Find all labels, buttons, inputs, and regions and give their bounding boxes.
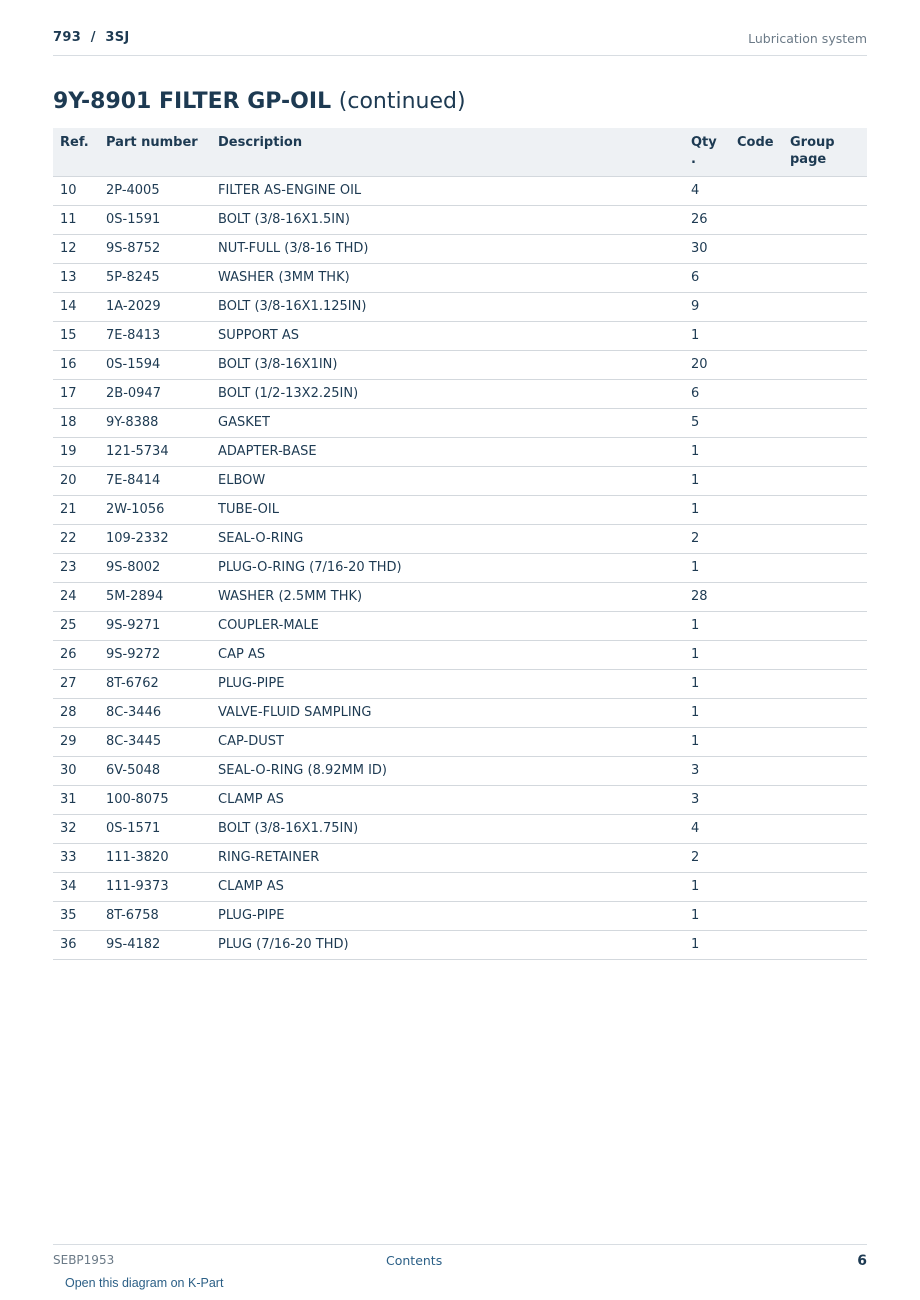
cell-group-page [790, 525, 867, 554]
cell-code [737, 322, 790, 351]
table-row [53, 757, 867, 786]
cell-part-number: 5P-8245 [106, 264, 218, 293]
cell-part-number: 7E-8414 [106, 467, 218, 496]
cell-code [737, 786, 790, 815]
cell-qty: 20 [691, 351, 737, 380]
cell-ref: 29 [53, 728, 106, 757]
contents-link[interactable]: Contents [386, 1253, 443, 1268]
cell-part-number: 1A-2029 [106, 293, 218, 322]
table-row [53, 177, 867, 206]
cell-group-page [790, 467, 867, 496]
cell-ref: 11 [53, 206, 106, 235]
cell-code [737, 728, 790, 757]
cell-qty: 1 [691, 902, 737, 931]
cell-ref: 32 [53, 815, 106, 844]
table-row [53, 525, 867, 554]
table-row [53, 815, 867, 844]
column-header-qty [691, 128, 737, 177]
cell-description: NUT-FULL (3/8-16 THD) [218, 235, 691, 264]
cell-description: PLUG-PIPE [218, 670, 691, 699]
cell-qty: 3 [691, 786, 737, 815]
cell-qty: 30 [691, 235, 737, 264]
cell-qty: 9 [691, 293, 737, 322]
cell-ref: 13 [53, 264, 106, 293]
cell-code [737, 177, 790, 206]
cell-ref: 36 [53, 931, 106, 960]
cell-description: BOLT (3/8-16X1IN) [218, 351, 691, 380]
cell-ref: 22 [53, 525, 106, 554]
cell-code [737, 496, 790, 525]
cell-qty: 1 [691, 554, 737, 583]
cell-ref: 26 [53, 641, 106, 670]
page-footer [53, 1244, 867, 1274]
cell-description: CAP-DUST [218, 728, 691, 757]
cell-group-page [790, 612, 867, 641]
table-row [53, 380, 867, 409]
cell-part-number: 8C-3446 [106, 699, 218, 728]
cell-ref: 17 [53, 380, 106, 409]
cell-description: GASKET [218, 409, 691, 438]
cell-part-number: 6V-5048 [106, 757, 218, 786]
cell-code [737, 409, 790, 438]
table-row [53, 612, 867, 641]
column-header-group-line2: page [790, 152, 827, 167]
cell-ref: 30 [53, 757, 106, 786]
cell-group-page [790, 699, 867, 728]
cell-ref: 23 [53, 554, 106, 583]
cell-group-page [790, 641, 867, 670]
cell-qty: 1 [691, 496, 737, 525]
cell-description: WASHER (3MM THK) [218, 264, 691, 293]
cell-group-page [790, 235, 867, 264]
cell-qty: 6 [691, 264, 737, 293]
cell-group-page [790, 554, 867, 583]
cell-part-number: 9S-9271 [106, 612, 218, 641]
cell-qty: 1 [691, 931, 737, 960]
cell-description: PLUG (7/16-20 THD) [218, 931, 691, 960]
table-row [53, 467, 867, 496]
cell-code [737, 873, 790, 902]
cell-group-page [790, 409, 867, 438]
cell-qty: 26 [691, 206, 737, 235]
cell-code [737, 264, 790, 293]
cell-description: CAP AS [218, 641, 691, 670]
table-row [53, 322, 867, 351]
cell-description: SEAL-O-RING [218, 525, 691, 554]
cell-ref: 16 [53, 351, 106, 380]
table-row [53, 264, 867, 293]
cell-part-number: 111-9373 [106, 873, 218, 902]
cell-code [737, 525, 790, 554]
cell-qty: 5 [691, 409, 737, 438]
cell-description: FILTER AS-ENGINE OIL [218, 177, 691, 206]
cell-part-number: 5M-2894 [106, 583, 218, 612]
cell-qty: 1 [691, 467, 737, 496]
cell-group-page [790, 873, 867, 902]
cell-ref: 12 [53, 235, 106, 264]
page-number: 6 [857, 1253, 867, 1269]
page-header [53, 28, 867, 56]
column-header-part-number: Part number [106, 128, 218, 177]
table-row [53, 206, 867, 235]
cell-description: BOLT (3/8-16X1.75IN) [218, 815, 691, 844]
table-row [53, 409, 867, 438]
table-row [53, 699, 867, 728]
table-row [53, 786, 867, 815]
cell-part-number: 9S-8002 [106, 554, 218, 583]
cell-qty: 4 [691, 815, 737, 844]
cell-group-page [790, 844, 867, 873]
page-title [53, 89, 466, 114]
cell-qty: 6 [691, 380, 737, 409]
cell-part-number: 111-3820 [106, 844, 218, 873]
cell-ref: 21 [53, 496, 106, 525]
cell-code [737, 815, 790, 844]
cell-group-page [790, 583, 867, 612]
cell-qty: 1 [691, 612, 737, 641]
cell-qty: 1 [691, 873, 737, 902]
cell-description: CLAMP AS [218, 786, 691, 815]
cell-ref: 15 [53, 322, 106, 351]
cell-group-page [790, 815, 867, 844]
cell-group-page [790, 757, 867, 786]
cell-description: BOLT (3/8-16X1.125IN) [218, 293, 691, 322]
table-header-row [53, 128, 867, 177]
cell-part-number: 9Y-8388 [106, 409, 218, 438]
column-header-group-line1: Group [790, 135, 835, 150]
cell-part-number: 9S-4182 [106, 931, 218, 960]
cell-description: WASHER (2.5MM THK) [218, 583, 691, 612]
cell-ref: 10 [53, 177, 106, 206]
cell-group-page [790, 728, 867, 757]
cell-part-number: 7E-8413 [106, 322, 218, 351]
cell-code [737, 293, 790, 322]
table-row [53, 931, 867, 960]
cell-part-number: 0S-1594 [106, 351, 218, 380]
parts-table [53, 128, 867, 960]
cell-ref: 33 [53, 844, 106, 873]
cell-ref: 34 [53, 873, 106, 902]
cell-part-number: 121-5734 [106, 438, 218, 467]
cell-part-number: 8C-3445 [106, 728, 218, 757]
cell-description: SEAL-O-RING (8.92MM ID) [218, 757, 691, 786]
cell-description: SUPPORT AS [218, 322, 691, 351]
cell-description: CLAMP AS [218, 873, 691, 902]
cell-qty: 2 [691, 844, 737, 873]
column-header-group-page [790, 128, 867, 177]
cell-qty: 1 [691, 438, 737, 467]
cell-ref: 31 [53, 786, 106, 815]
cell-description: BOLT (3/8-16X1.5IN) [218, 206, 691, 235]
open-diagram-link[interactable]: Open this diagram on K-Part [65, 1276, 224, 1290]
document-number: SEBP1953 [53, 1253, 115, 1267]
cell-part-number: 8T-6758 [106, 902, 218, 931]
table-row [53, 844, 867, 873]
cell-code [737, 554, 790, 583]
table-row [53, 438, 867, 467]
model-label: 793 / 3SJ [53, 30, 130, 45]
cell-part-number: 0S-1571 [106, 815, 218, 844]
cell-part-number: 109-2332 [106, 525, 218, 554]
cell-description: ADAPTER-BASE [218, 438, 691, 467]
cell-group-page [790, 264, 867, 293]
cell-code [737, 438, 790, 467]
cell-code [737, 902, 790, 931]
table-row [53, 902, 867, 931]
cell-qty: 1 [691, 728, 737, 757]
cell-ref: 25 [53, 612, 106, 641]
cell-group-page [790, 438, 867, 467]
cell-qty: 1 [691, 641, 737, 670]
cell-group-page [790, 351, 867, 380]
cell-part-number: 2B-0947 [106, 380, 218, 409]
cell-code [737, 670, 790, 699]
column-header-qty-line1: Qty [691, 135, 717, 150]
cell-code [737, 931, 790, 960]
cell-group-page [790, 902, 867, 931]
parts-table-body [53, 177, 867, 960]
cell-description: RING-RETAINER [218, 844, 691, 873]
assembly-title: 9Y-8901 FILTER GP-OIL [53, 89, 332, 114]
table-row [53, 293, 867, 322]
cell-code [737, 583, 790, 612]
cell-description: VALVE-FLUID SAMPLING [218, 699, 691, 728]
cell-description: PLUG-O-RING (7/16-20 THD) [218, 554, 691, 583]
cell-description: TUBE-OIL [218, 496, 691, 525]
cell-qty: 1 [691, 322, 737, 351]
cell-description: PLUG-PIPE [218, 902, 691, 931]
table-row [53, 583, 867, 612]
cell-description: ELBOW [218, 467, 691, 496]
table-row [53, 873, 867, 902]
cell-group-page [790, 293, 867, 322]
column-header-ref: Ref. [53, 128, 106, 177]
cell-part-number: 9S-9272 [106, 641, 218, 670]
table-row [53, 728, 867, 757]
cell-code [737, 757, 790, 786]
table-row [53, 641, 867, 670]
cell-ref: 35 [53, 902, 106, 931]
cell-ref: 19 [53, 438, 106, 467]
cell-group-page [790, 496, 867, 525]
table-row [53, 496, 867, 525]
cell-code [737, 844, 790, 873]
cell-qty: 4 [691, 177, 737, 206]
cell-ref: 20 [53, 467, 106, 496]
cell-group-page [790, 322, 867, 351]
cell-qty: 3 [691, 757, 737, 786]
cell-qty: 28 [691, 583, 737, 612]
cell-ref: 28 [53, 699, 106, 728]
cell-code [737, 612, 790, 641]
cell-part-number: 8T-6762 [106, 670, 218, 699]
cell-code [737, 351, 790, 380]
section-label: Lubrication system [748, 31, 867, 46]
cell-ref: 14 [53, 293, 106, 322]
cell-group-page [790, 206, 867, 235]
table-row [53, 351, 867, 380]
cell-code [737, 699, 790, 728]
continued-label: (continued) [338, 89, 466, 114]
cell-group-page [790, 786, 867, 815]
cell-code [737, 206, 790, 235]
cell-qty: 2 [691, 525, 737, 554]
table-row [53, 554, 867, 583]
cell-part-number: 0S-1591 [106, 206, 218, 235]
cell-group-page [790, 931, 867, 960]
cell-description: COUPLER-MALE [218, 612, 691, 641]
cell-ref: 18 [53, 409, 106, 438]
cell-qty: 1 [691, 699, 737, 728]
column-header-description: Description [218, 128, 691, 177]
cell-code [737, 380, 790, 409]
cell-qty: 1 [691, 670, 737, 699]
cell-description: BOLT (1/2-13X2.25IN) [218, 380, 691, 409]
cell-ref: 27 [53, 670, 106, 699]
column-header-qty-line2: . [691, 152, 696, 167]
cell-ref: 24 [53, 583, 106, 612]
cell-code [737, 467, 790, 496]
cell-part-number: 9S-8752 [106, 235, 218, 264]
cell-group-page [790, 177, 867, 206]
table-row [53, 670, 867, 699]
cell-part-number: 2P-4005 [106, 177, 218, 206]
cell-code [737, 641, 790, 670]
cell-code [737, 235, 790, 264]
cell-group-page [790, 670, 867, 699]
cell-part-number: 100-8075 [106, 786, 218, 815]
cell-group-page [790, 380, 867, 409]
column-header-code: Code [737, 128, 790, 177]
table-row [53, 235, 867, 264]
cell-part-number: 2W-1056 [106, 496, 218, 525]
